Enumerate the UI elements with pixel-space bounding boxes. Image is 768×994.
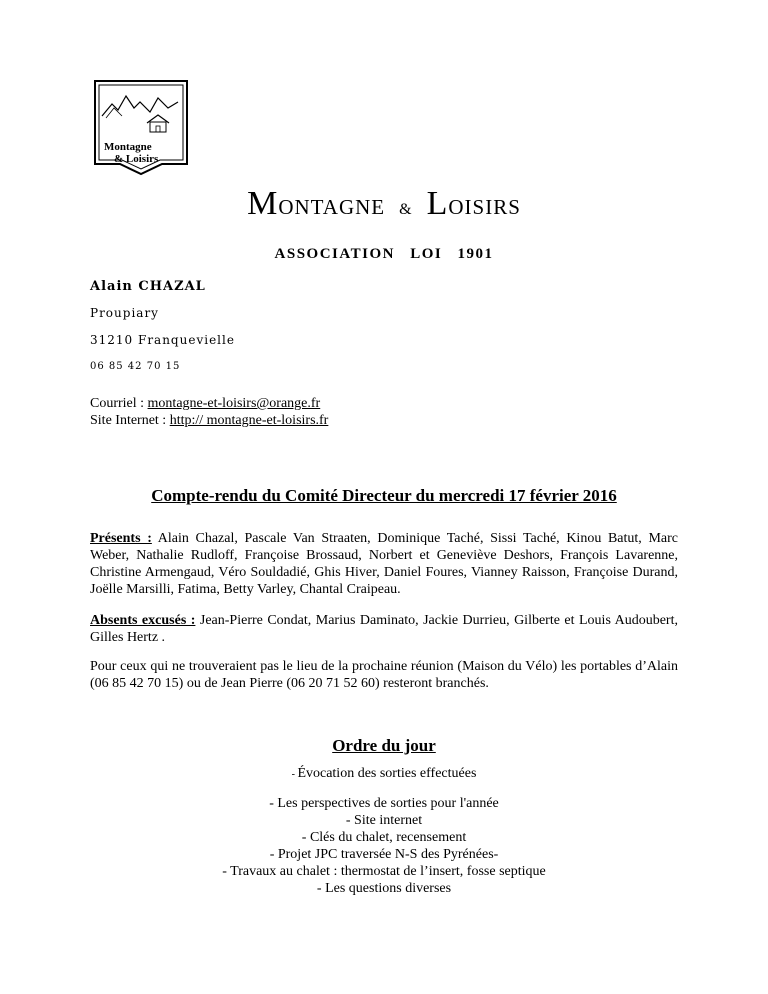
title-word-loisirs: OISIRS — [448, 195, 521, 219]
title-initial-l: L — [426, 185, 449, 222]
address-line1: Proupiary — [90, 306, 159, 320]
agenda-list — [0, 795, 768, 897]
title-ampersand: & — [399, 201, 413, 218]
association-subtitle: ASSOCIATION LOI 1901 — [274, 246, 494, 262]
title-initial-m: M — [247, 185, 279, 222]
logo-line1: Montagne — [104, 141, 152, 153]
address-line2: 31210 Franquevielle — [90, 333, 235, 347]
agenda-item: - Les perspectives de sorties pour l'année — [269, 796, 499, 811]
address-phone: 06 85 42 70 15 — [90, 361, 181, 372]
website-label: Site Internet : — [90, 413, 170, 428]
agenda-item: - Projet JPC traversée N-S des Pyrénées- — [269, 847, 499, 862]
agenda-item-first — [0, 766, 768, 782]
meeting-note: Pour ceux qui ne trouveraient pas le lieu de la prochaine réunion (Maison du Vélo) les portables d’Alain (06 85 42 70 15) ou de Jean Pierre (06 20 71 52 60) resteront branchés. — [90, 659, 678, 691]
website-line — [90, 412, 328, 429]
contact-name: Alain CHAZAL — [90, 279, 206, 294]
presents-text: Alain Chazal, Pascale Van Straaten, Dominique Taché, Sissi Taché, Kinou Batut, Marc Weber, Nathalie Rudloff, Françoise Brossaud, Norbert et Geneviève Deshors, François Lavarenne, Christine Armengaud, Véro Souldadié, Ghis Hiver, Daniel Foures, Vianney Raisson, Françoise Durand, Joëlle Marsilli, Fatima, Betty Varley, Chantal Craipeau. — [90, 531, 678, 597]
presents-paragraph — [90, 530, 678, 598]
agenda-first-dash: - — [291, 769, 298, 780]
absents-text: Jean-Pierre Condat, Marius Daminato, Jackie Durrieu, Gilberte et Louis Audoubert, Gilles Hertz . — [90, 613, 678, 645]
website-link[interactable]: http:// montagne-et-loisirs.fr — [169, 413, 329, 428]
agenda-item: - Clés du chalet, recensement — [301, 830, 467, 845]
contact-block — [90, 395, 328, 429]
absents-label: Absents excusés : — [90, 613, 196, 628]
agenda-item: - Site internet — [345, 813, 423, 828]
report-heading: Compte-rendu du Comité Directeur du mercredi 17 février 2016 — [151, 486, 617, 505]
logo-line2: & Loisirs — [114, 153, 159, 165]
email-link[interactable]: montagne-et-loisirs@orange.fr — [147, 396, 321, 411]
absents-paragraph — [90, 612, 678, 646]
agenda-item: - Les questions diverses — [316, 881, 452, 896]
agenda-title: Ordre du jour — [332, 736, 436, 755]
title-word-montagne: ONTAGNE — [278, 195, 386, 219]
association-logo — [92, 78, 190, 176]
logo-text — [104, 141, 158, 165]
agenda-first-text: Évocation des sorties effectuées — [297, 766, 477, 781]
presents-label: Présents : — [90, 531, 152, 546]
agenda-item: - Travaux au chalet : thermostat de l’insert, fosse septique — [222, 864, 546, 879]
email-label: Courriel : — [90, 396, 148, 411]
association-title — [0, 185, 768, 223]
email-line — [90, 395, 328, 412]
